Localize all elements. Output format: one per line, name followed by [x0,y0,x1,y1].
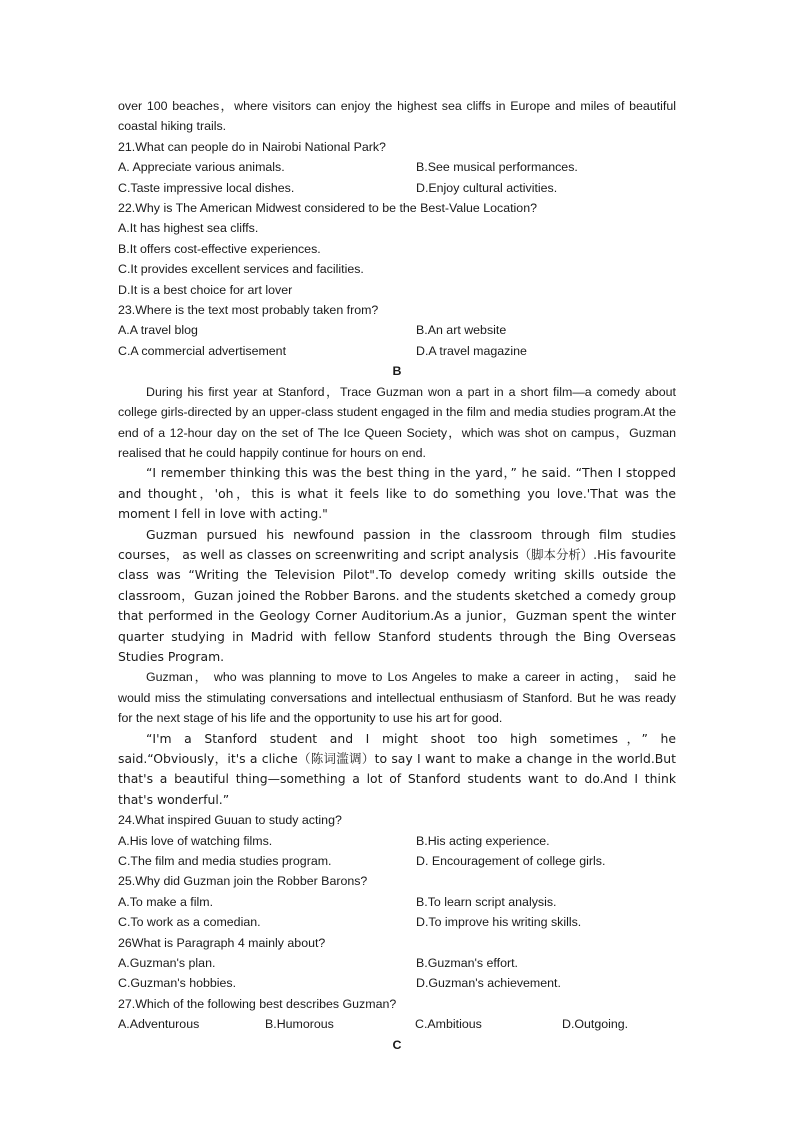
question-22-stem: 22.Why is The American Midwest considered to be the Best-Value Location? [118,201,537,216]
question-24-option-b[interactable]: B.His acting experience. [416,833,550,848]
question-27-stem: 27.Which of the following best describes Guzman? [118,996,397,1011]
question-25-option-a[interactable]: A.To make a film. [118,894,214,909]
question-27-option-a[interactable]: A.Adventurous [118,1017,200,1032]
question-25-stem: 25.Why did Guzman join the Robber Barons? [118,874,368,889]
question-24-option-d[interactable]: D. Encouragement of college girls. [416,854,606,869]
question-24-options-row-1 [118,831,676,851]
question-21-options-row-1 [118,157,676,177]
question-22-option-a[interactable]: A.It has highest sea cliffs. [118,221,259,236]
question-26-option-c[interactable]: C.Guzman's hobbies. [118,976,237,991]
passage-b-paragraph-1: During his first year at Stanford，Trace Guzman won a part in a short film—a comedy about college girls-directed by an upper-class student engaged in the film and media studies program.At the end of a 12-hour day on the set of The Ice Queen Society，which was shot on campus，Guzman realised that he could happily continue for hours on end. [118,384,676,460]
question-25-option-b[interactable]: B.To learn script analysis. [416,894,557,909]
question-26-options-row-2 [118,973,676,993]
question-25-options-row-1 [118,892,676,912]
question-25-option-c[interactable]: C.To work as a comedian. [118,915,261,930]
question-21-stem: 21.What can people do in Nairobi National Park? [118,139,386,154]
question-26-stem: 26What is Paragraph 4 mainly about? [118,935,326,950]
question-25-option-d[interactable]: D.To improve his writing skills. [416,915,582,930]
question-21-option-a[interactable]: A. Appreciate various animals. [118,160,285,175]
question-23-option-d[interactable]: D.A travel magazine [416,343,527,358]
question-24-options-row-2 [118,851,676,871]
question-22-option-c[interactable]: C.It provides excellent services and facilities. [118,262,364,277]
question-27-option-c[interactable]: C.Ambitious [415,1017,482,1032]
passage-b-paragraph-2: “I remember thinking this was the best thing in the yard，” he said. “Then I stopped and thought，'oh，this is what it feels like to do something you love.'That was the moment I fell in love with acting." [118,465,676,522]
section-b-marker: B [392,364,402,379]
question-23-option-a[interactable]: A.A travel blog [118,323,198,338]
question-26-option-b[interactable]: B.Guzman's effort. [416,956,518,971]
question-23-options-row-2 [118,341,676,361]
question-21-options-row-2 [118,178,676,198]
question-21-option-d[interactable]: D.Enjoy cultural activities. [416,180,558,195]
question-23-stem: 23.Where is the text most probably taken from? [118,303,379,318]
question-27-option-b[interactable]: B.Humorous [265,1017,334,1032]
question-24-stem: 24.What inspired Guuan to study acting? [118,813,342,828]
question-26-options-row-1 [118,953,676,973]
question-21-option-b[interactable]: B.See musical performances. [416,160,578,175]
question-25-options-row-2 [118,912,676,932]
question-27-option-d[interactable]: D.Outgoing. [562,1017,629,1032]
question-24-option-c[interactable]: C.The film and media studies program. [118,854,332,869]
question-22-option-d[interactable]: D.It is a best choice for art lover [118,282,293,297]
question-26-option-a[interactable]: A.Guzman's plan. [118,956,216,971]
question-22-option-b[interactable]: B.It offers cost-effective experiences. [118,241,321,256]
passage-b-paragraph-4: Guzman， who was planning to move to Los Angeles to make a career in acting， said he would miss the stimulating conversations and intellectual enthusiasm of Stanford. But he was ready for the next stage of his life and the opportunity to use his art for good. [118,670,676,726]
question-23-option-c[interactable]: C.A commercial advertisement [118,343,287,358]
passage-a-tail: over 100 beaches，where visitors can enjoy the highest sea cliffs in Europe and miles of beautiful coastal hiking trails. [118,99,676,134]
document-body [118,96,676,1055]
question-21-option-c[interactable]: C.Taste impressive local dishes. [118,180,295,195]
passage-b-paragraph-5: “I'm a Stanford student and I might shoot too high sometimes，” he said.“Obviously，it's a cliche（陈词滥调）to say I want to make a change in the world.But that's a beautiful thing—something a lot of Stanford students want to do.And I think that's wonderful.” [118,730,676,807]
question-27-options-row [118,1014,676,1034]
question-24-option-a[interactable]: A.His love of watching films. [118,833,273,848]
question-26-option-d[interactable]: D.Guzman's achievement. [416,976,561,991]
question-23-options-row-1 [118,320,676,340]
passage-b-paragraph-3: Guzman pursued his newfound passion in the classroom through film studies courses， as well as classes on screenwriting and script analysis（脚本分析）.His favourite class was “Writing the Television Pilot".To develop comedy writing skills outside the classroom，Guzan joined the Robber Barons. and the students sketched a comedy group that performed in the Geology Corner Auditorium.As a junior，Guzman spent the winter quarter studying in Madrid with fellow Stanford students through the Bing Overseas Studies Program. [118,526,676,664]
section-c-marker: C [392,1037,402,1052]
question-23-option-b[interactable]: B.An art website [416,323,507,338]
